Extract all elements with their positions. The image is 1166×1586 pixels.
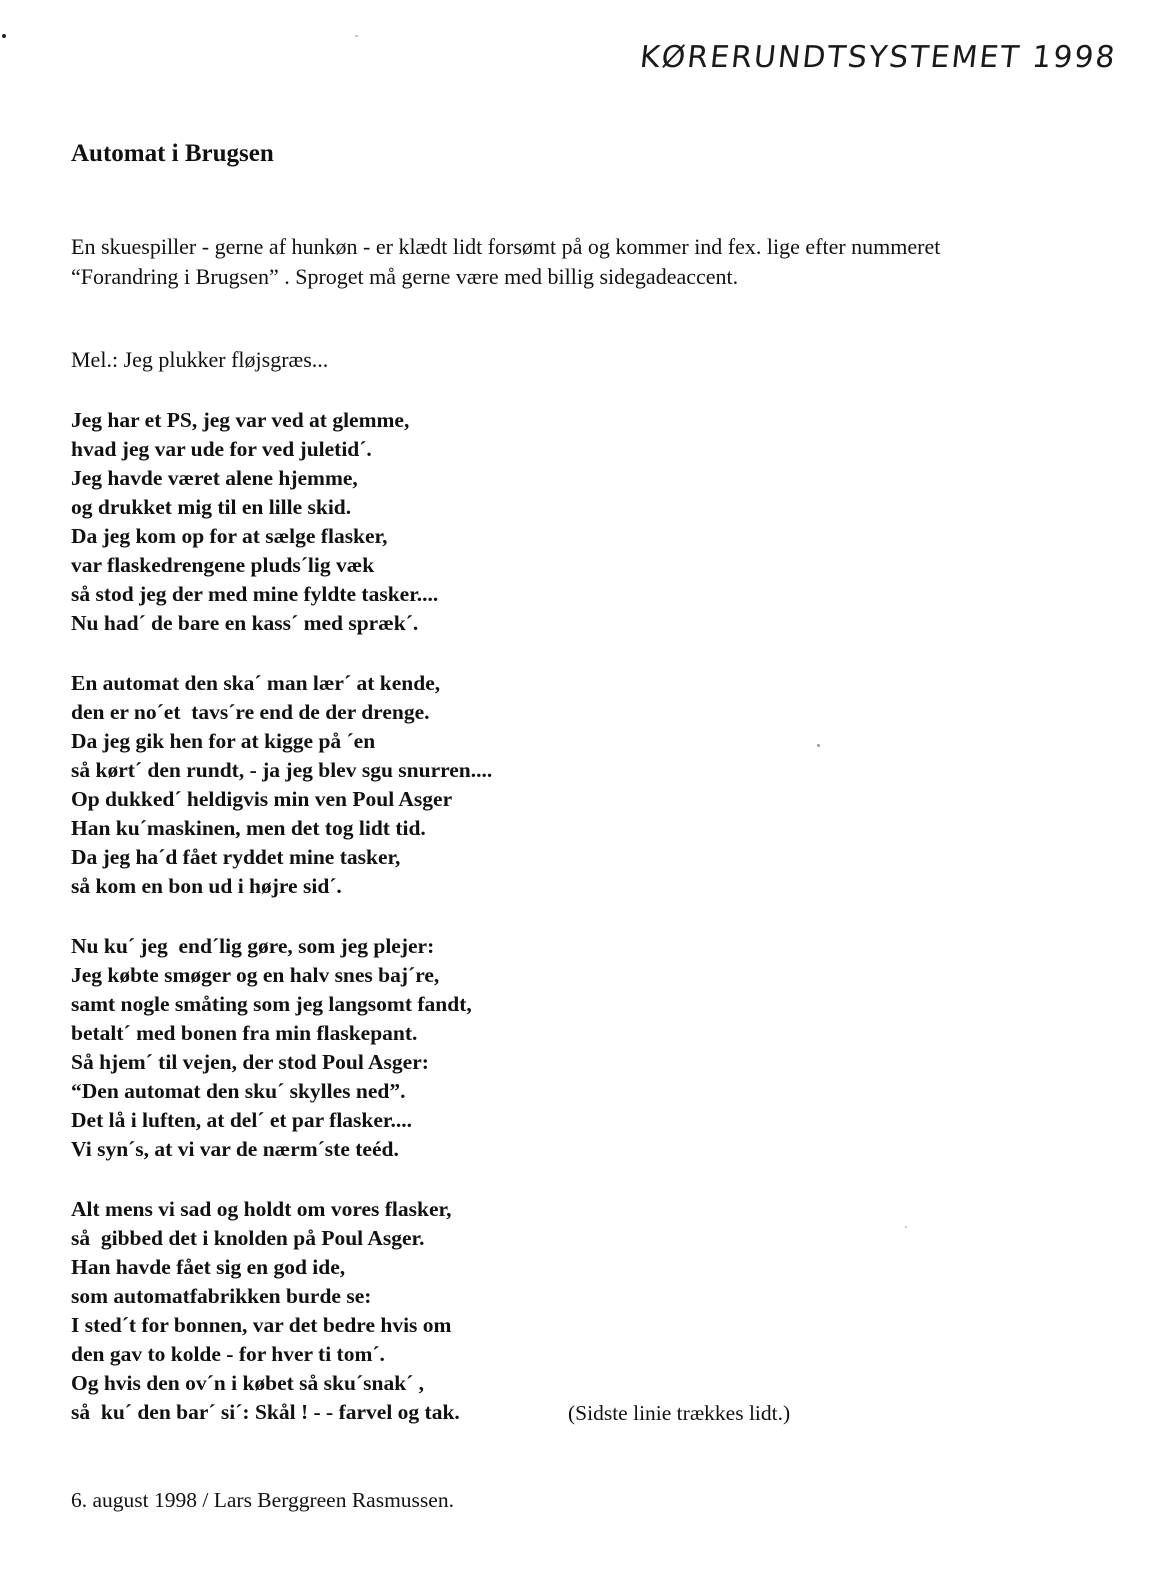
stage-direction-note: (Sidste linie trækkes lidt.) — [568, 1401, 791, 1425]
verse-line: Han ku´maskinen, men det tog lidt tid. — [71, 816, 426, 840]
verse-line: Da jeg gik hen for at kigge på ´en — [71, 729, 376, 753]
verse-line: så kom en bon ud i højre sid´. — [71, 874, 342, 898]
verse-line: Nu had´ de bare en kass´ med spræk´. — [71, 611, 419, 635]
verse-line: betalt´ med bonen fra min flaskepant. — [71, 1021, 418, 1045]
verse-line: Han havde fået sig en god ide, — [71, 1255, 346, 1279]
verse-line: hvad jeg var ude for ved juletid´. — [71, 437, 372, 461]
verse-line: Da jeg kom op for at sælge flasker, — [71, 524, 388, 548]
verse-line: Jeg købte smøger og en halv snes baj´re, — [71, 963, 440, 987]
scan-speck — [355, 35, 358, 37]
verse-line: samt nogle småting som jeg langsomt fandt, — [71, 992, 472, 1016]
verse-line: I sted´t for bonnen, var det bedre hvis om — [71, 1313, 452, 1337]
verse-line: Da jeg ha´d fået ryddet mine tasker, — [71, 845, 401, 869]
verse-line: så kørt´ den rundt, - ja jeg blev sgu snurren.... — [71, 758, 493, 782]
page-title: Automat i Brugsen — [71, 140, 274, 167]
verse-line: var flaskedrengene pluds´lig væk — [71, 553, 375, 577]
verse-line: Så hjem´ til vejen, der stod Poul Asger: — [71, 1050, 429, 1074]
verse-line: som automatfabrikken burde se: — [71, 1284, 372, 1308]
intro-paragraph: En skuespiller - gerne af hunkøn - er klædt lidt forsømt på og kommer ind fex. lige efter nummeret “Forandring i Brugsen” . Sproget må gerne være med billig sidegadeaccent. — [71, 234, 941, 289]
verse-line: Vi syn´s, at vi var de nærm´ste teéd. — [71, 1137, 399, 1161]
verse-line: Jeg havde været alene hjemme, — [71, 466, 358, 490]
verse-line: En automat den ska´ man lær´ at kende, — [71, 671, 441, 695]
scan-speck — [905, 1226, 907, 1228]
stanza-1 — [71, 406, 438, 638]
verse-line: Op dukked´ heldigvis min ven Poul Asger — [71, 787, 453, 811]
verse-line: og drukket mig til en lille skid. — [71, 495, 352, 519]
verse-line: Det lå i luften, at del´ et par flasker.... — [71, 1108, 412, 1132]
verse-line: så stod jeg der med mine fyldte tasker.... — [71, 582, 439, 606]
verse-line: den gav to kolde - for hver ti tom´. — [71, 1342, 385, 1366]
verse-line: så gibbed det i knolden på Poul Asger. — [71, 1226, 425, 1250]
scan-speck — [2, 34, 6, 38]
date-author-footer: 6. august 1998 / Lars Berggreen Rasmussen. — [71, 1488, 454, 1512]
stanza-2 — [71, 669, 492, 901]
verse-line: Jeg har et PS, jeg var ved at glemme, — [71, 408, 410, 432]
verse-line: så ku´ den bar´ si´: Skål ! - - farvel og tak. — [71, 1400, 460, 1424]
stanza-3 — [71, 932, 472, 1164]
verse-line: Nu ku´ jeg end´lig gøre, som jeg plejer: — [71, 934, 435, 958]
scan-speck — [817, 744, 820, 747]
verse-line: “Den automat den sku´ skylles ned”. — [71, 1079, 406, 1103]
handwritten-note: KØRERUNDTSYSTEMET 1998 — [638, 40, 1119, 75]
verse-line: Alt mens vi sad og holdt om vores flasker, — [71, 1197, 452, 1221]
verse-line: den er no´et tavs´re end de der drenge. — [71, 700, 430, 724]
stanza-4 — [71, 1195, 460, 1427]
melody-line: Mel.: Jeg plukker fløjsgræs... — [71, 347, 329, 372]
verse-line: Og hvis den ov´n i købet så sku´snak´ , — [71, 1371, 425, 1395]
